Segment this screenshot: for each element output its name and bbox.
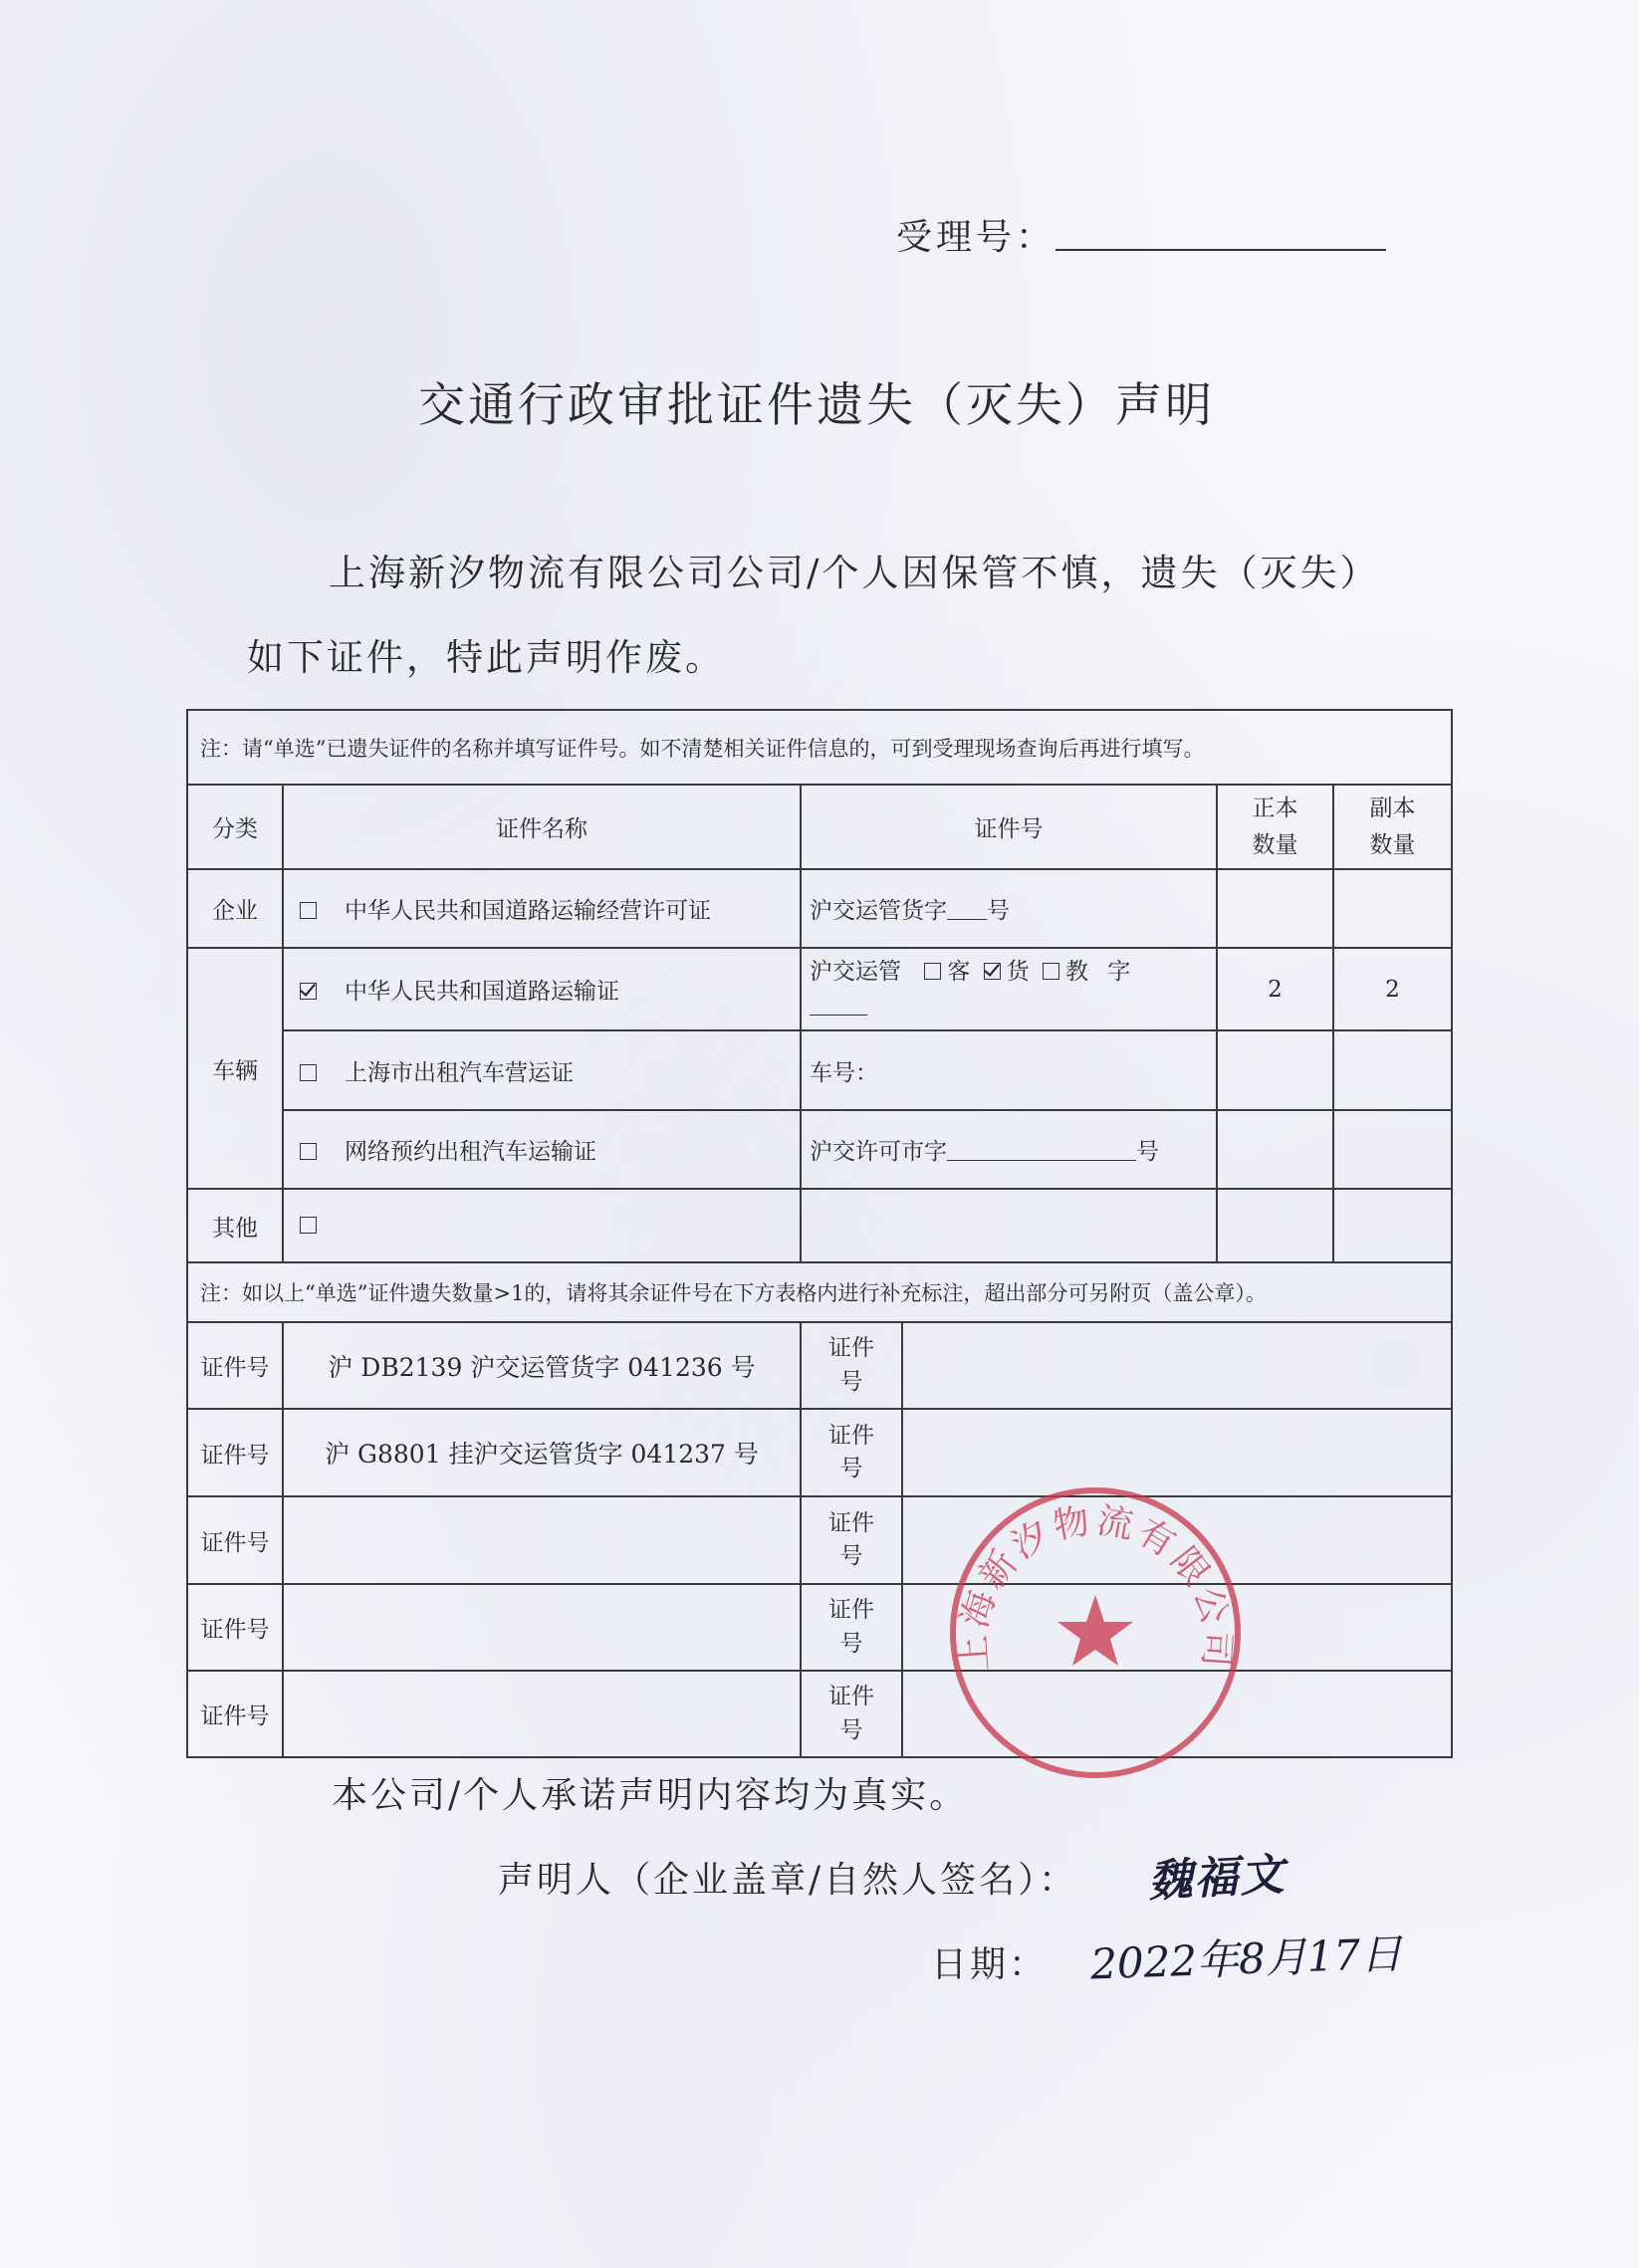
checkbox-cargo-checked[interactable] xyxy=(984,963,1001,980)
checkbox-vehicle-transport-checked[interactable] xyxy=(300,983,317,1000)
cert-value-3[interactable] xyxy=(283,1496,801,1584)
cert-label: 证件号 xyxy=(187,1322,283,1409)
cert-row xyxy=(187,1671,1452,1757)
row-other xyxy=(187,1189,1452,1262)
number-other[interactable] xyxy=(801,1189,1217,1262)
checkbox-enterprise[interactable] xyxy=(300,902,317,919)
copy-qty-vehicle-online[interactable] xyxy=(1333,1110,1452,1189)
category-enterprise: 企业 xyxy=(187,869,283,948)
promise-statement: 本公司/个人承诺声明内容均为真实。 xyxy=(332,1775,969,1816)
copy-qty-vehicle-transport[interactable]: 2 xyxy=(1333,948,1452,1030)
cert-label: 证件号 xyxy=(187,1496,283,1584)
date-label: 日期： xyxy=(931,1944,1049,1985)
cert-value-2[interactable]: 沪 G8801 挂沪交运管货字 041237 号 xyxy=(283,1409,801,1496)
header-category: 分类 xyxy=(187,785,283,869)
header-number: 证件号 xyxy=(801,785,1217,869)
table-note-top: 注：请“单选”已遗失证件的名称并填写证件号。如不清楚相关证件信息的，可到受理现场查询后再进行填写。 xyxy=(187,710,1452,785)
original-qty-vehicle-transport[interactable]: 2 xyxy=(1217,948,1333,1030)
cert-label: 证件号 xyxy=(187,1584,283,1671)
cert-label-right: 证件 号 xyxy=(802,1323,903,1408)
category-other: 其他 xyxy=(187,1189,283,1262)
name-vehicle-online: 网络预约出租汽车运输证 xyxy=(283,1110,801,1189)
seal-text: 上海新汐物流有限公司 xyxy=(952,1499,1239,1673)
cert-value-right-1[interactable] xyxy=(903,1323,1451,1408)
cert-label: 证件号 xyxy=(187,1409,283,1496)
number-enterprise[interactable]: 沪交运管货字 号 xyxy=(801,869,1217,948)
checkbox-vehicle-online[interactable] xyxy=(300,1143,317,1160)
row-vehicle-taxi xyxy=(187,1030,1452,1110)
cert-label-right: 证件 号 xyxy=(802,1585,903,1670)
statement-line-1: 上海新汐物流有限公司公司/个人因保管不慎，遗失（灭失） xyxy=(329,552,1380,594)
statement-line-2: 如下证件，特此声明作废。 xyxy=(247,636,725,679)
row-enterprise xyxy=(187,869,1452,948)
original-qty-other[interactable] xyxy=(1217,1189,1333,1262)
cert-label-right: 证件 号 xyxy=(802,1497,903,1583)
number-vehicle-online[interactable]: 沪交许可市字 号 xyxy=(801,1110,1217,1189)
declarant-label: 声明人（企业盖章/自然人签名）： xyxy=(498,1860,1078,1901)
company-seal-stamp xyxy=(946,1483,1245,1782)
table-header-row xyxy=(187,785,1452,869)
cert-value-4[interactable] xyxy=(283,1584,801,1671)
original-qty-vehicle-taxi[interactable] xyxy=(1217,1030,1333,1110)
certificate-table xyxy=(186,709,1453,1758)
cert-row xyxy=(187,1584,1452,1671)
cert-value-1[interactable]: 沪 DB2139 沪交运管货字 041236 号 xyxy=(283,1322,801,1409)
name-enterprise: 中华人民共和国道路运输经营许可证 xyxy=(283,869,801,948)
name-vehicle-taxi: 上海市出租汽车营运证 xyxy=(283,1030,801,1110)
copy-qty-enterprise[interactable] xyxy=(1333,869,1452,948)
receipt-number-label: 受理号： xyxy=(896,217,1056,258)
seal-star-icon xyxy=(1057,1595,1133,1666)
document-title: 交通行政审批证件遗失（灭失）声明 xyxy=(418,378,1215,433)
cert-label: 证件号 xyxy=(187,1671,283,1757)
original-qty-enterprise[interactable] xyxy=(1217,869,1333,948)
cert-value-5[interactable] xyxy=(283,1671,801,1757)
cert-row xyxy=(187,1322,1452,1409)
checkbox-other[interactable] xyxy=(300,1217,317,1234)
cert-label-right: 证件 号 xyxy=(802,1410,903,1495)
checkbox-teach[interactable] xyxy=(1043,963,1059,980)
copy-qty-vehicle-taxi[interactable] xyxy=(1333,1030,1452,1110)
header-name: 证件名称 xyxy=(283,785,801,869)
table-note-bottom: 注：如以上“单选”证件遗失数量>1的，请将其余证件号在下方表格内进行补充标注，超出部分可另附页（盖公章）。 xyxy=(187,1262,1452,1322)
original-qty-vehicle-online[interactable] xyxy=(1217,1110,1333,1189)
row-vehicle-transport xyxy=(187,948,1452,1030)
header-copy-qty: 副本 数量 xyxy=(1333,785,1452,869)
cert-row xyxy=(187,1496,1452,1584)
copy-qty-other[interactable] xyxy=(1333,1189,1452,1262)
handwritten-signature: 魏福文 xyxy=(1146,1849,1288,1908)
row-vehicle-online xyxy=(187,1110,1452,1189)
category-vehicle: 车辆 xyxy=(187,948,283,1189)
checkbox-vehicle-taxi[interactable] xyxy=(300,1064,317,1081)
name-vehicle-transport: 中华人民共和国道路运输证 xyxy=(283,948,801,1030)
receipt-number-blank xyxy=(1055,249,1386,251)
checkbox-passenger[interactable] xyxy=(924,963,941,980)
date-value: 2022年8月17日 xyxy=(1089,1928,1403,1989)
cert-label-right: 证件 号 xyxy=(802,1672,903,1756)
number-vehicle-transport[interactable]: 沪交运管 客 货 教 字 xyxy=(801,948,1217,1030)
cert-row xyxy=(187,1409,1452,1496)
header-original-qty: 正本 数量 xyxy=(1217,785,1333,869)
number-vehicle-taxi[interactable]: 车号： xyxy=(801,1030,1217,1110)
name-other xyxy=(283,1189,801,1262)
